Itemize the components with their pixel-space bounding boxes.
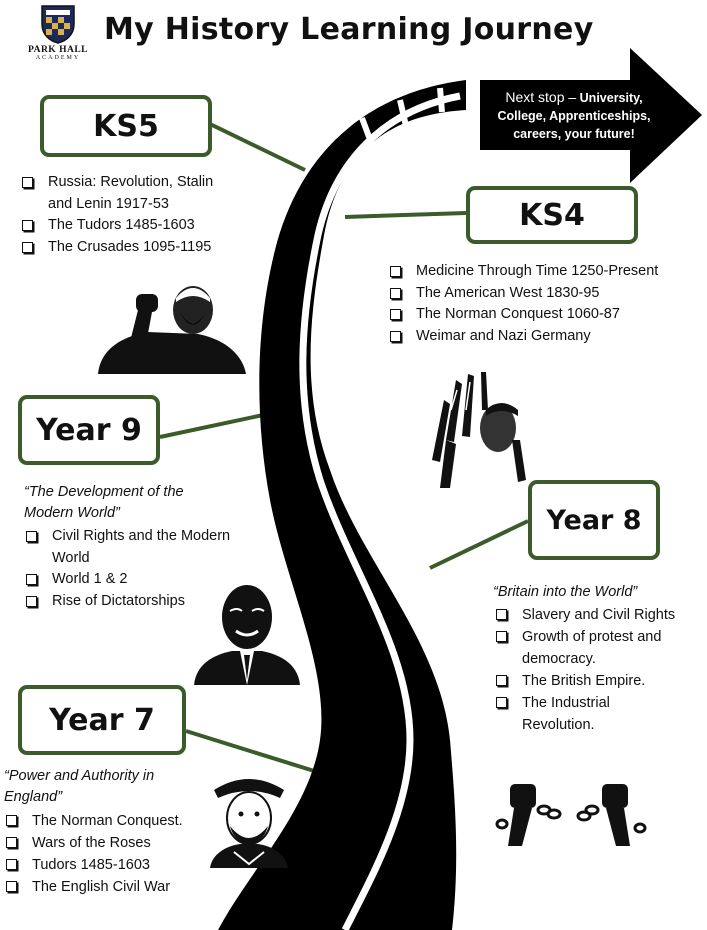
list-item: World 1 & 2	[24, 569, 254, 591]
ks4-list	[388, 261, 668, 347]
broken-chains-fists-icon	[492, 780, 652, 850]
ks4-label: KS4	[519, 197, 585, 233]
ks5-label: KS5	[93, 108, 159, 144]
year7-label: Year 7	[49, 702, 155, 738]
year9-subtitle: “The Development of the Modern World”	[24, 484, 184, 521]
henry-viii-portrait-icon	[204, 768, 294, 868]
list-item: Slavery and Civil Rights	[494, 604, 684, 626]
list-item: Russia: Revolution, Stalin and Lenin 1917-53	[20, 172, 230, 215]
list-item: Rise of Dictatorships	[24, 591, 254, 613]
list-item: Weimar and Nazi Germany	[388, 326, 668, 348]
year8-subtitle: “Britain into the World”	[493, 584, 638, 600]
year9-label: Year 9	[36, 412, 142, 448]
list-item: The Norman Conquest.	[4, 810, 244, 832]
lenin-portrait-icon	[88, 282, 248, 374]
ks5-list	[20, 172, 230, 258]
ks5-box	[40, 95, 212, 157]
list-item: Wars of the Roses	[4, 832, 244, 854]
school-crest	[22, 4, 94, 68]
next-stop-text: Next stop – University, College, Apprenticeships, careers, your future!	[497, 89, 651, 141]
list-item: The English Civil War	[4, 876, 244, 898]
list-item: The Crusades 1095-1195	[20, 237, 230, 259]
mlk-portrait-icon	[192, 575, 302, 685]
year7-subtitle: “Power and Authority in England”	[4, 768, 155, 805]
year8-connector	[430, 521, 528, 568]
ks5-connector	[210, 124, 305, 170]
list-item: The Tudors 1485-1603	[20, 215, 230, 237]
year9-box	[18, 395, 160, 465]
list-item: The Norman Conquest 1060-87	[388, 304, 668, 326]
list-item: The American West 1830-95	[388, 283, 668, 305]
list-item: Tudors 1485-1603	[4, 854, 244, 876]
crest-shield-icon	[40, 4, 76, 44]
list-item: Medicine Through Time 1250-Present	[388, 261, 668, 283]
school-name: PARK HALL	[27, 45, 88, 55]
year8-box	[528, 480, 660, 560]
list-item: The Industrial Revolution.	[494, 692, 684, 736]
year8-list	[494, 604, 684, 736]
ks4-box	[466, 186, 638, 244]
page-title: My History Learning Journey	[104, 12, 594, 47]
list-item: Civil Rights and the Modern World	[24, 526, 254, 569]
list-item: Growth of protest and democracy.	[494, 626, 684, 670]
ks4-connector	[345, 213, 466, 217]
year7-box	[18, 685, 186, 755]
school-subname: ACADEMY	[35, 55, 81, 61]
list-item: The British Empire.	[494, 670, 684, 692]
year8-label: Year 8	[546, 504, 642, 536]
native-chief-portrait-icon	[426, 370, 536, 490]
